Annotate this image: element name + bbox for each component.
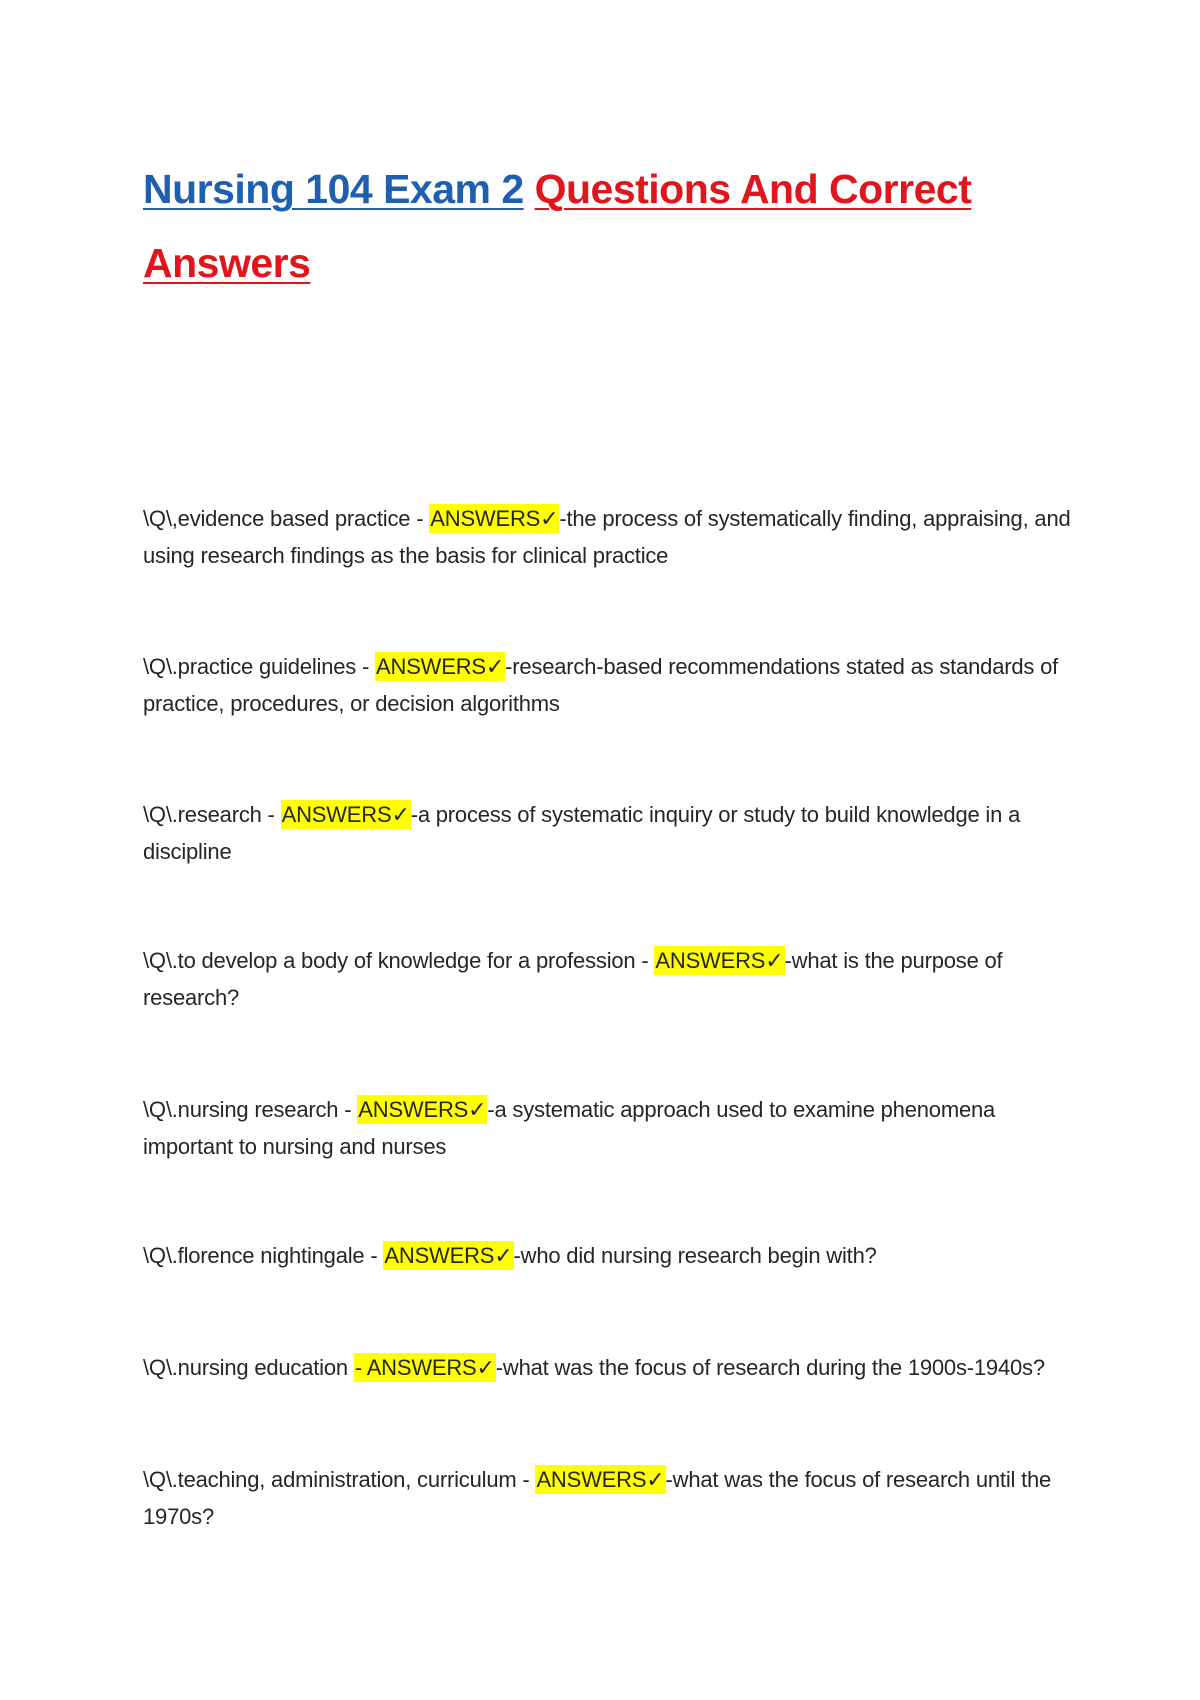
qa-answer: -what is the purpose of research? <box>143 948 1003 1010</box>
answers-tag: ANSWERS✓ <box>384 1243 513 1268</box>
qa-item-4 <box>143 942 1073 1016</box>
qa-answer: -a process of systematic inquiry or study to build knowledge in a discipline <box>143 802 1021 864</box>
qa-term: evidence based practice - <box>177 506 430 531</box>
qa-item-8 <box>143 1461 1073 1535</box>
qa-answer: -what was the focus of research until the 1970s? <box>143 1467 1052 1529</box>
title-subtitle: Questions And Correct Answers <box>143 166 972 286</box>
qa-item-2 <box>143 648 1073 722</box>
qa-prefix: \Q\. <box>143 1243 178 1268</box>
answers-tag: ANSWERS✓ <box>655 948 784 973</box>
qa-term: to develop a body of knowledge for a profession - <box>177 948 655 973</box>
qa-item-3 <box>143 796 1073 870</box>
qa-prefix: \Q\. <box>143 1097 178 1122</box>
qa-item-6 <box>143 1237 1073 1274</box>
qa-prefix: \Q\. <box>143 654 178 679</box>
answers-tag: ANSWERS✓ <box>376 654 505 679</box>
qa-item-1 <box>143 500 1073 574</box>
answers-tag: ANSWERS✓ <box>430 506 559 531</box>
qa-answer: -who did nursing research begin with? <box>513 1243 877 1268</box>
qa-item-5 <box>143 1091 1073 1165</box>
qa-answer: -a systematic approach used to examine phenomena important to nursing and nurses <box>143 1097 996 1159</box>
answers-tag: ANSWERS✓ <box>536 1467 665 1492</box>
qa-term: nursing research - <box>177 1097 358 1122</box>
qa-prefix: \Q\, <box>143 506 178 531</box>
qa-answer: -the process of systematically finding, appraising, and using research findings as the basis for clinical practice <box>143 506 1071 568</box>
answers-tag: ANSWERS✓ <box>366 1355 495 1380</box>
qa-prefix: \Q\. <box>143 1467 178 1492</box>
qa-term: nursing education <box>177 1355 354 1380</box>
qa-term: teaching, administration, curriculum - <box>177 1467 536 1492</box>
qa-term: florence nightingale - <box>177 1243 384 1268</box>
qa-answer: -what was the focus of research during the 1900s-1940s? <box>495 1355 1045 1380</box>
qa-term: practice guidelines - <box>177 654 376 679</box>
qa-item-7 <box>143 1349 1073 1386</box>
qa-prefix: \Q\. <box>143 948 178 973</box>
document-title <box>143 152 1043 300</box>
answers-tag-with-dash: - ANSWERS✓ <box>354 1355 495 1380</box>
title-course-name: Nursing 104 Exam 2 <box>143 166 524 212</box>
answers-tag: ANSWERS✓ <box>281 802 410 827</box>
qa-prefix: \Q\. <box>143 802 178 827</box>
answers-tag: ANSWERS✓ <box>358 1097 487 1122</box>
qa-prefix: \Q\. <box>143 1355 178 1380</box>
qa-answer: -research-based recommendations stated as standards of practice, procedures, or decision algorithms <box>143 654 1059 716</box>
qa-term: research - <box>177 802 281 827</box>
